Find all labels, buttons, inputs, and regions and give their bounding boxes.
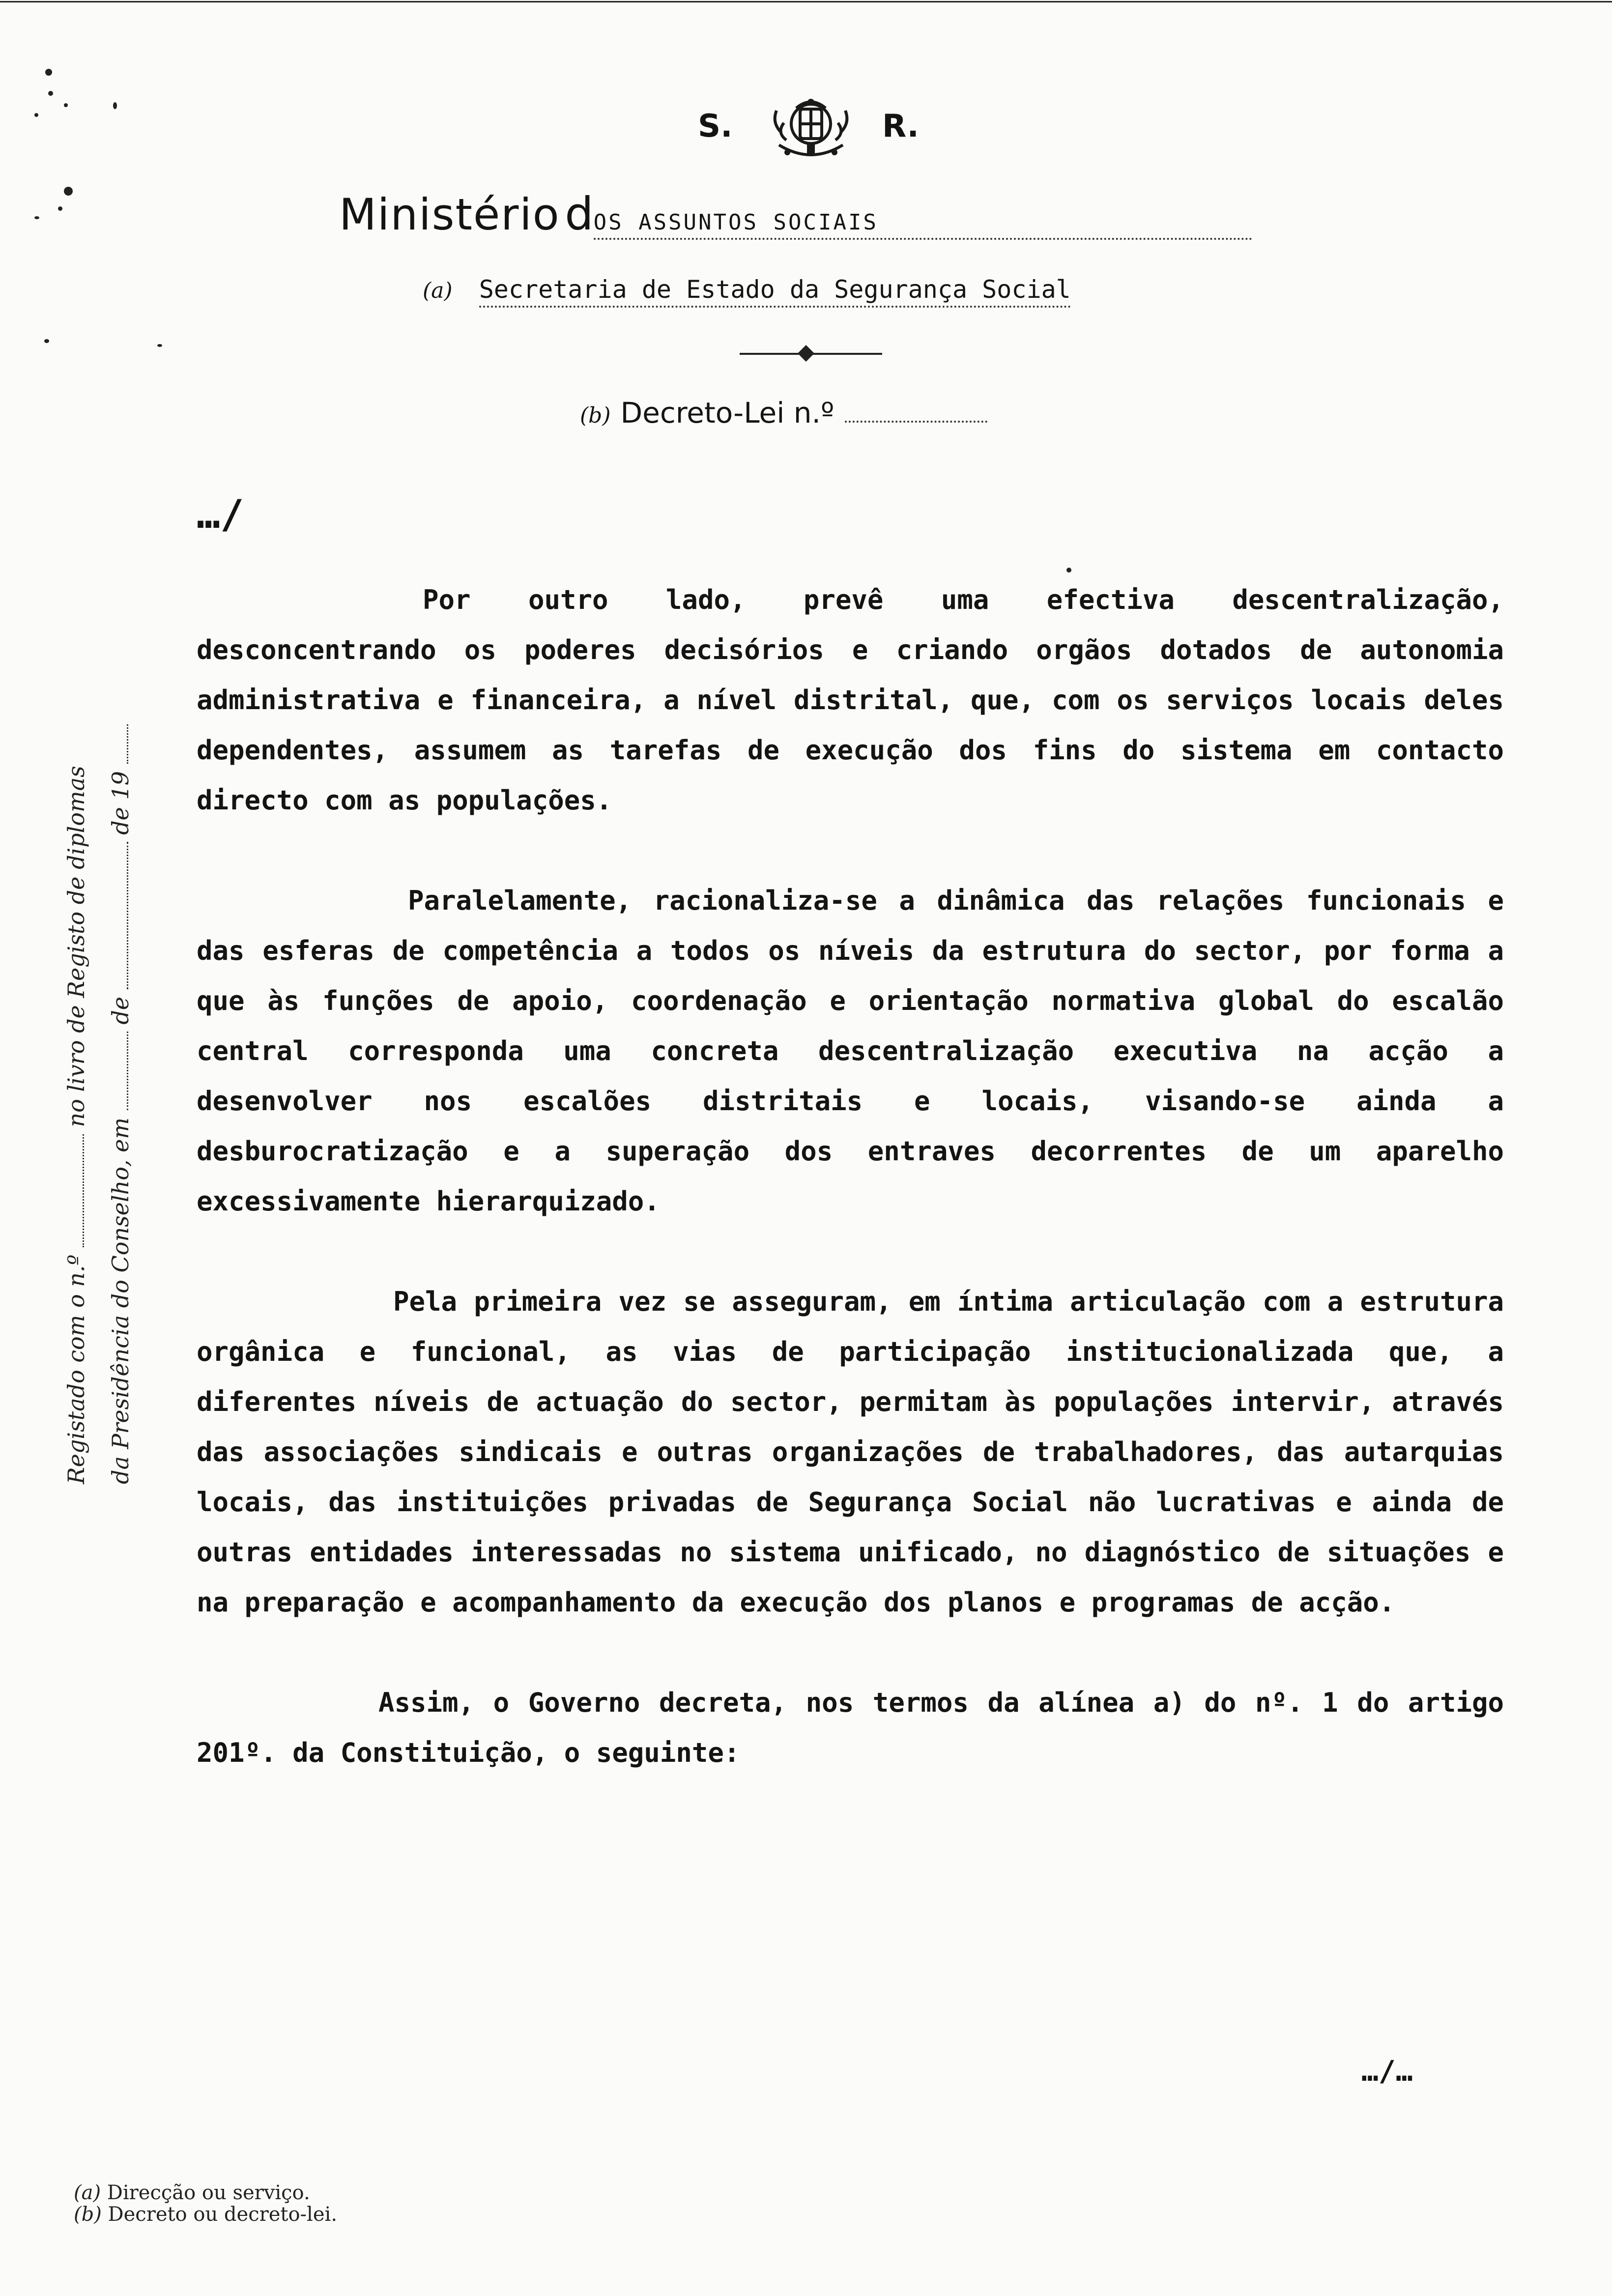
ministry-label: Ministério — [339, 189, 560, 240]
ministry-prefix: d — [565, 188, 594, 240]
decreto-marker: (b) — [580, 403, 611, 428]
margin-book-label: no livro de Registo de diplomas — [63, 766, 89, 1127]
document-body — [197, 575, 1504, 1778]
decreto-line — [580, 396, 987, 430]
footnote-b-key: (b) — [74, 2203, 102, 2226]
paragraph-3: Pela primeira vez se asseguram, em íntima articulação com a estrutura orgânica e funcional, as vias de participação institucionalizada que, a diferentes níveis de actuação do sector, permitam às populações intervir, através das associações sindicais e outras organizações de trabalhadores, das autarquias locais, das instituições privadas de Segurança Social não lucrativas e ainda de outras entidades interessadas no sistema unificado, no diagnóstico de situações e na preparação e acompanhamento da execução dos planos e programas de acção. — [197, 1286, 1504, 1618]
continuation-mark-bottom: …/… — [1361, 2054, 1413, 2088]
continuation-mark-top: …/ — [197, 491, 244, 537]
paragraph-4: Assim, o Governo decreta, nos termos da alínea a) do nº. 1 do artigo 201º. da Constituição, o seguinte: — [197, 1687, 1504, 1768]
secretaria-marker: (a) — [423, 278, 453, 303]
coat-of-arms-icon — [762, 93, 860, 167]
margin-de-label: de — [107, 997, 134, 1025]
decreto-label: Decreto-Lei n.º — [620, 396, 835, 430]
secretaria-field: Secretaria de Estado da Segurança Social — [479, 275, 1071, 308]
ministry-name-field: OS ASSUNTOS SOCIAIS — [594, 210, 1252, 240]
ministry-heading — [339, 188, 1273, 257]
margin-registered-label: Registado com o n.º — [63, 1254, 89, 1484]
letterhead — [688, 93, 944, 192]
letterhead-right-letter: R. — [882, 108, 919, 144]
margin-year-label: de 19 — [107, 771, 134, 835]
footnote-a-text: Direcção ou serviço. — [107, 2181, 310, 2204]
registration-margin-note — [54, 580, 143, 1484]
paragraph-1: Por outro lado, prevê uma efectiva descentralização, desconcentrando os poderes decisórios e criando orgãos dotados de autonomia administrativa e financeira, a nível distrital, que, com os serviços locais deles dependentes, assumem as tarefas de execução dos fins do sistema em contacto directo com as populações. — [197, 584, 1504, 816]
footnote-b — [74, 2204, 337, 2225]
footnote-a — [74, 2182, 337, 2204]
letterhead-left-letter: S. — [698, 108, 733, 144]
margin-note-line-2 — [98, 580, 143, 1484]
divider-diamond-icon — [798, 345, 814, 362]
top-border-line — [0, 1, 1612, 2]
margin-presidency-label: da Presidência do Conselho, em — [107, 1117, 134, 1484]
margin-year-field — [127, 724, 128, 764]
margin-month-field — [127, 842, 128, 989]
margin-note-line-1 — [54, 580, 98, 1484]
footnotes — [74, 2182, 337, 2225]
paragraph-2: Paralelamente, racionaliza-se a dinâmica das relações funcionais e das esferas de competência a todos os níveis da estrutura do sector, por forma a que às funções de apoio, coordenação e orientação normativa global do escalão central corresponda uma concreta descentralização executiva na acção a desenvolver nos escalões distritais e locais, visando-se ainda a desburocratização e a superação dos entraves decorrentes de um aparelho excessivamente hierarquizado. — [197, 885, 1504, 1217]
margin-number-field — [83, 1134, 84, 1247]
decreto-number-field — [845, 421, 987, 423]
secretaria-line — [423, 275, 1071, 304]
footnote-b-text: Decreto ou decreto-lei. — [108, 2203, 338, 2226]
margin-day-field — [127, 1032, 128, 1110]
footnote-a-key: (a) — [74, 2181, 101, 2204]
